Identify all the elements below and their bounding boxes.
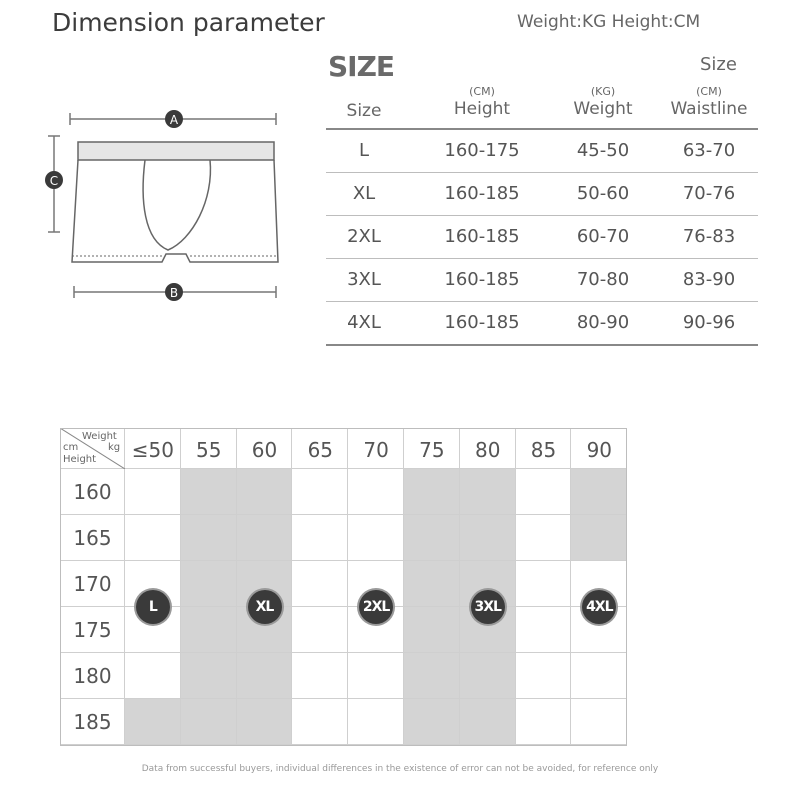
grid-cell bbox=[460, 699, 516, 745]
size-badge-3xl: 3XL bbox=[471, 590, 505, 624]
grid-corner bbox=[60, 428, 125, 469]
page-title: Dimension parameter bbox=[52, 8, 325, 37]
grid-cell bbox=[125, 699, 181, 745]
grid-cell bbox=[292, 561, 348, 607]
grid-cell bbox=[125, 515, 181, 561]
grid-cell bbox=[571, 653, 627, 699]
weight-tick-label: 60 bbox=[251, 438, 278, 462]
height-tick-label: 185 bbox=[73, 710, 112, 734]
size-cell: 2XL bbox=[347, 226, 381, 247]
table-row bbox=[326, 173, 758, 216]
height-cell: 160-175 bbox=[444, 140, 520, 161]
weight-tick-label: 75 bbox=[419, 438, 445, 462]
grid-cell bbox=[181, 653, 237, 699]
weight-cell: 50-60 bbox=[576, 183, 630, 204]
waistline-cell: 70-76 bbox=[682, 183, 736, 204]
corner-weight-label: Weight bbox=[82, 431, 117, 442]
grid-cell bbox=[404, 515, 460, 561]
size-table-header bbox=[326, 86, 758, 130]
weight-tick-label: 85 bbox=[530, 438, 557, 462]
grid-cell bbox=[516, 653, 572, 699]
grid-cell bbox=[348, 469, 404, 515]
grid-cell bbox=[404, 653, 460, 699]
grid-cell bbox=[348, 653, 404, 699]
table-row bbox=[326, 259, 758, 302]
height-cell: 160-185 bbox=[444, 226, 520, 247]
label-a: A bbox=[169, 113, 179, 127]
label-b: B bbox=[169, 286, 179, 300]
size-grid-chart bbox=[60, 428, 627, 746]
garment-diagram bbox=[40, 100, 300, 310]
height-tick-label: 170 bbox=[73, 572, 112, 596]
size-cell: L bbox=[358, 140, 370, 161]
table-row bbox=[326, 130, 758, 173]
weight-tick-label: 80 bbox=[474, 438, 501, 462]
grid-cell bbox=[237, 469, 293, 515]
height-tick-label: 160 bbox=[73, 480, 112, 504]
grid-cell bbox=[571, 469, 627, 515]
weight-cell: 80-90 bbox=[576, 312, 630, 333]
grid-cell bbox=[237, 653, 293, 699]
waistline-cell: 63-70 bbox=[682, 140, 736, 161]
col-header-waistline: (CM) Waistline bbox=[670, 85, 748, 119]
size-label-right: Size bbox=[700, 54, 737, 75]
grid-cell bbox=[292, 469, 348, 515]
units-note: Weight:KG Height:CM bbox=[517, 12, 701, 32]
grid-cell bbox=[516, 699, 572, 745]
grid-cell bbox=[460, 653, 516, 699]
grid-cell bbox=[348, 515, 404, 561]
grid-cell bbox=[292, 699, 348, 745]
grid-cell bbox=[516, 469, 572, 515]
weight-cell: 70-80 bbox=[576, 269, 630, 290]
grid-cell bbox=[404, 469, 460, 515]
grid-cell bbox=[404, 561, 460, 607]
grid-cell bbox=[571, 515, 627, 561]
grid-cell bbox=[292, 607, 348, 653]
grid-cell bbox=[181, 699, 237, 745]
grid-cell bbox=[181, 607, 237, 653]
waistline-cell: 76-83 bbox=[682, 226, 736, 247]
weight-tick-label: ≤50 bbox=[131, 438, 174, 462]
height-tick-label: 175 bbox=[73, 618, 112, 642]
size-cell: XL bbox=[352, 183, 376, 204]
height-tick-label: 180 bbox=[73, 664, 112, 688]
corner-height-label: Height bbox=[63, 454, 97, 465]
weight-tick-label: 65 bbox=[307, 438, 334, 462]
height-cell: 160-185 bbox=[444, 269, 520, 290]
weight-cell: 60-70 bbox=[576, 226, 630, 247]
grid-cell bbox=[181, 469, 237, 515]
waistline-cell: 83-90 bbox=[682, 269, 736, 290]
size-badge-xl: XL bbox=[248, 590, 282, 624]
grid-cell bbox=[404, 699, 460, 745]
footnote: Data from successful buyers, individual differences in the existence of error can not be avoided, for reference only bbox=[141, 764, 659, 774]
col-header-size: Size bbox=[346, 101, 382, 121]
corner-cm-label: cm bbox=[63, 442, 79, 453]
weight-cell: 45-50 bbox=[576, 140, 630, 161]
grid-cell bbox=[516, 515, 572, 561]
size-badge-4xl: 4XL bbox=[582, 590, 616, 624]
grid-cell bbox=[460, 515, 516, 561]
table-row bbox=[326, 302, 758, 346]
weight-tick-label: 90 bbox=[586, 438, 613, 462]
grid-cell bbox=[237, 515, 293, 561]
grid-cell bbox=[516, 607, 572, 653]
weight-tick-label: 70 bbox=[363, 438, 389, 462]
grid-cell bbox=[125, 653, 181, 699]
height-cell: 160-185 bbox=[444, 312, 520, 333]
grid-cell bbox=[125, 469, 181, 515]
col-header-weight: (KG) Weight bbox=[573, 85, 633, 119]
grid-cell bbox=[292, 515, 348, 561]
grid-cell bbox=[571, 699, 627, 745]
table-row bbox=[326, 216, 758, 259]
waistline-cell: 90-96 bbox=[682, 312, 736, 333]
col-header-height: (CM) Height bbox=[453, 85, 511, 119]
size-badge-l: L bbox=[136, 590, 170, 624]
corner-kg-label: kg bbox=[108, 442, 121, 453]
size-heading: SIZE bbox=[328, 50, 395, 83]
size-table bbox=[326, 86, 758, 346]
dimension-a bbox=[70, 110, 276, 128]
dimension-c bbox=[45, 136, 63, 232]
grid-cell bbox=[292, 653, 348, 699]
height-cell: 160-185 bbox=[444, 183, 520, 204]
grid-cell bbox=[181, 561, 237, 607]
size-cell: 4XL bbox=[347, 312, 381, 333]
grid-cell bbox=[460, 469, 516, 515]
size-cell: 3XL bbox=[347, 269, 381, 290]
height-tick-label: 165 bbox=[73, 526, 112, 550]
grid-cell bbox=[516, 561, 572, 607]
grid-cell bbox=[237, 699, 293, 745]
size-badge-2xl: 2XL bbox=[359, 590, 393, 624]
shorts-outline bbox=[72, 142, 278, 262]
grid-cell bbox=[404, 607, 460, 653]
dimension-b bbox=[74, 283, 276, 301]
weight-tick-label: 55 bbox=[195, 438, 222, 462]
grid-cell bbox=[181, 515, 237, 561]
label-c: C bbox=[49, 174, 59, 188]
grid-cell bbox=[348, 699, 404, 745]
